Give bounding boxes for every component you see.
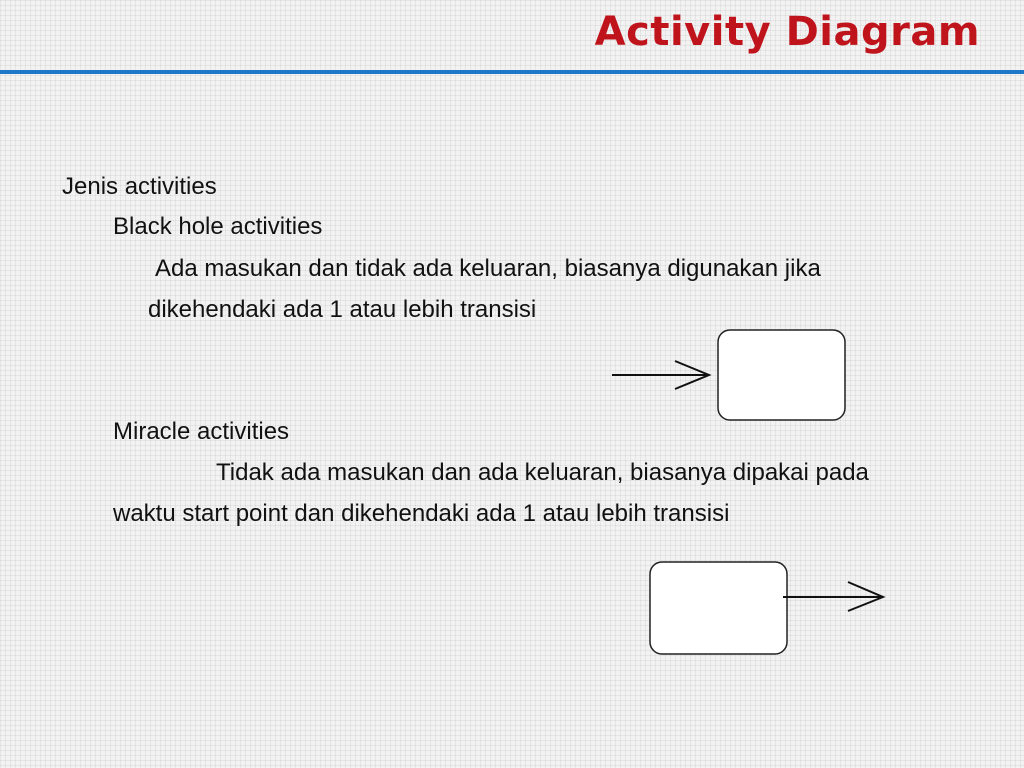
miracle-outgoing-arrow — [783, 582, 883, 611]
miracle-activity-box — [650, 562, 787, 654]
black-hole-label: Black hole activities — [113, 213, 323, 240]
black-hole-description-line2: dikehendaki ada 1 atau lebih transisi — [148, 296, 537, 323]
miracle-label: Miracle activities — [113, 418, 290, 445]
heading-jenis-activities: Jenis activities — [62, 173, 217, 200]
miracle-description-line2: waktu start point dan dikehendaki ada 1 atau lebih transisi — [113, 500, 730, 527]
black-hole-description-line1: Ada masukan dan tidak ada keluaran, biasanya digunakan jika — [155, 255, 821, 282]
slide-title: Activity Diagram — [594, 9, 980, 55]
miracle-description-line1: Tidak ada masukan dan ada keluaran, biasanya dipakai pada — [216, 459, 869, 486]
